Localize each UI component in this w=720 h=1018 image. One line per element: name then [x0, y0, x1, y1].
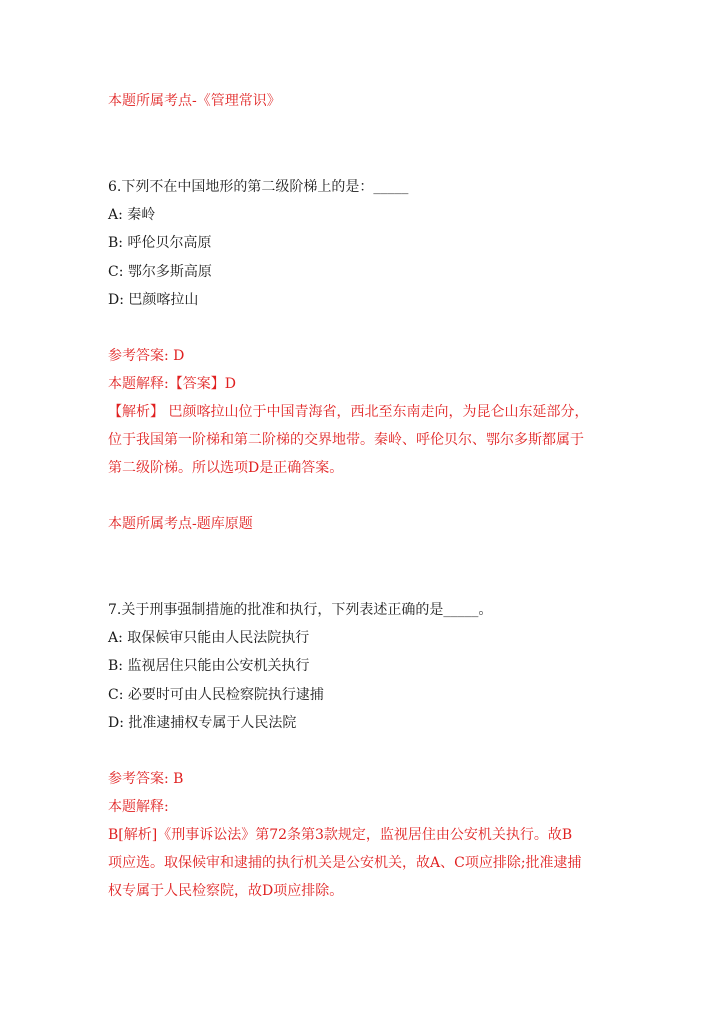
- question-6-option-c: C: 鄂尔多斯高原: [108, 264, 212, 280]
- question-7-explanation-line-3: 权专属于人民检察院，故D项应排除。: [108, 883, 344, 899]
- question-6-explanation-line-1: 【解析】 巴颜喀拉山位于中国青海省，西北至东南走向，为昆仑山东延部分，: [108, 404, 589, 420]
- question-6-option-b: B: 呼伦贝尔高原: [108, 235, 212, 251]
- topic-line-q5: 本题所属考点-《管理常识》: [108, 93, 281, 109]
- question-6-option-d: D: 巴颜喀拉山: [108, 292, 199, 308]
- question-7-explanation-line-1: B[解析]《刑事诉讼法》第72条第3款规定，监视居住由公安机关执行。故B: [108, 827, 573, 843]
- question-6-explanation-label: 本题解释:【答案】D: [108, 376, 236, 392]
- question-6-explanation-line-3: 第二级阶梯。所以选项D是正确答案。: [108, 460, 344, 476]
- question-7-answer: 参考答案: B: [108, 771, 184, 787]
- question-6-option-a: A: 秦岭: [108, 207, 156, 223]
- question-6-stem: 6.下列不在中国地形的第二级阶梯上的是：_____: [108, 179, 409, 195]
- question-7-explanation-label: 本题解释:: [108, 799, 169, 815]
- question-7-stem: 7.关于刑事强制措施的批准和执行，下列表述正确的是_____。: [108, 602, 493, 618]
- question-6-answer: 参考答案: D: [108, 348, 185, 364]
- question-7-option-a: A: 取保候审只能由人民法院执行: [108, 630, 310, 646]
- question-7-option-d: D: 批准逮捕权专属于人民法院: [108, 715, 297, 731]
- topic-line-q6: 本题所属考点-题库原题: [108, 516, 253, 532]
- question-7-option-c: C: 必要时可由人民检察院执行逮捕: [108, 687, 324, 703]
- question-7-option-b: B: 监视居住只能由公安机关执行: [108, 658, 310, 674]
- question-6-explanation-line-2: 位于我国第一阶梯和第二阶梯的交界地带。秦岭、呼伦贝尔、鄂尔多斯都属于: [108, 432, 584, 448]
- question-7-explanation-line-2: 项应选。取保候审和逮捕的执行机关是公安机关，故A、C项应排除;批准逮捕: [108, 855, 582, 871]
